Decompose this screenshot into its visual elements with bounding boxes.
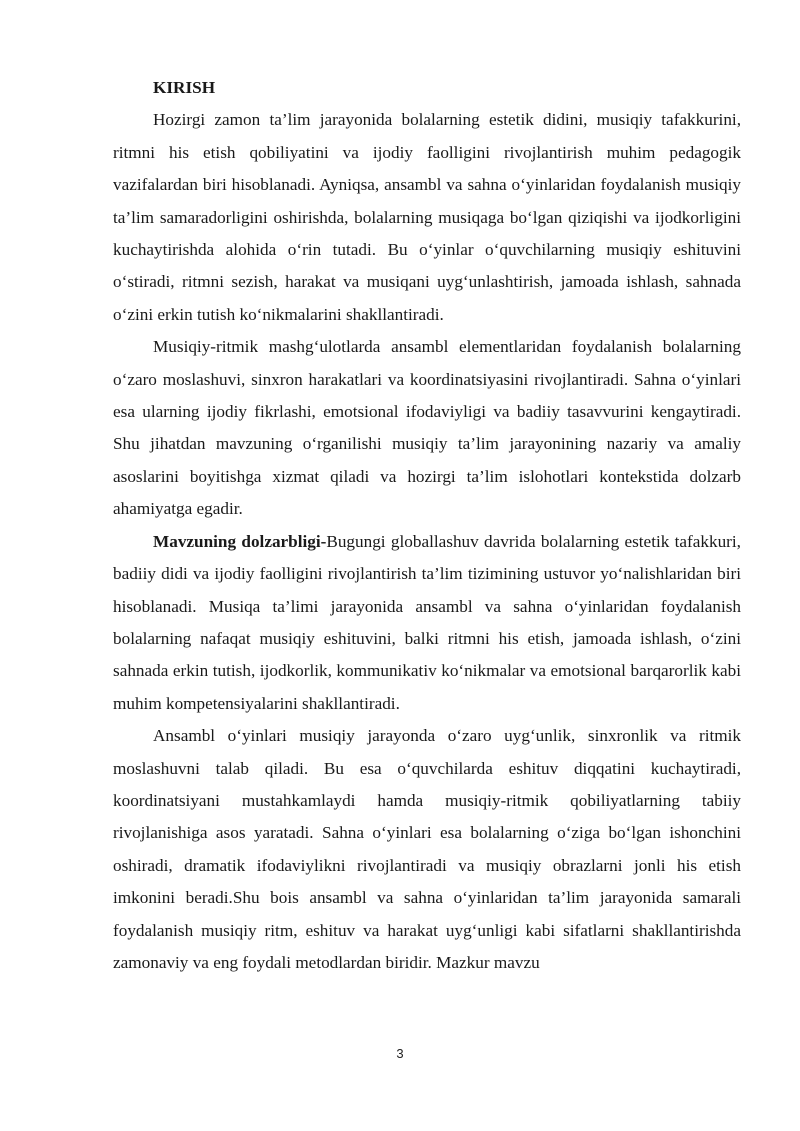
paragraph-lead: Mavzuning dolzarbligi-	[153, 531, 327, 551]
paragraph-text: Ansambl o‘yinlari musiqiy jarayonda o‘zaro uyg‘unlik, sinxronlik va ritmik moslashuvni talab qiladi. Bu esa o‘quvchilarda eshituv diqqatini kuchaytiradi, koordinatsiyani mustahkamlaydi hamda musiqiy-ritmik qobiliyatlarning tabiiy rivojlanishiga asos yaratadi. Sahna o‘yinlari esa bolalarning o‘ziga bo‘lgan ishonchini oshiradi, dramatik ifodaviylikni rivojlantiradi va musiqiy obrazlarni jonli his etish imkonini beradi.Shu bois ansambl va sahna o‘yinlaridan ta’lim jarayonida samarali foydalanish musiqiy ritm, eshituv va harakat uyg‘unligi kabi sifatlarni shakllantirishda zamonaviy va eng foydali metodlardan biridir. Mazkur mavzu	[113, 726, 741, 972]
section-heading: KIRISH	[153, 78, 216, 97]
paragraph-text: Musiqiy-ritmik mashg‘ulotlarda ansambl elementlaridan foydalanish bolalarning o‘zaro moslashuvi, sinxron harakatlari va koordinatsiyasini rivojlantiradi. Sahna o‘yinlari esa ularning ijodiy fikrlashi, emotsional ifodaviyligi va badiiy tasavvurini kengaytiradi. Shu jihatdan mavzuning o‘rganilishi musiqiy ta’lim jarayonining nazariy va amaliy asoslarini boyitishga xizmat qiladi va hozirgi ta’lim islohotlari kontekstida dolzarb ahamiyatga egadir.	[113, 337, 741, 519]
paragraph-text: Hozirgi zamon ta’lim jarayonida bolalarning estetik didini, musiqiy tafakkurini, ritmni his etish qobiliyatini va ijodiy faolligini rivojlantirish muhim pedagogik vazifalardan biri hisoblanadi. Ayniqsa, ansambl va sahna o‘yinlaridan foydalanish musiqiy ta’lim samaradorligini oshirishda, bolalarning musiqaga bo‘lgan qiziqishi va ijodkorligini kuchaytirishda alohida o‘rin tutadi. Bu o‘yinlar o‘quvchilarning musiqiy eshituvini o‘stiradi, ritmni sezish, harakat va musiqani uyg‘unlashtirish, jamoada ishlash, sahnada o‘zini erkin tutish ko‘nikmalarini shakllantiradi.	[113, 110, 741, 324]
paragraph-text: Bugungi globallashuv davrida bolalarning estetik tafakkuri, badiiy didi va ijodiy faolligini rivojlantirish ta’lim tizimining ustuvor yo‘nalishlaridan biri hisoblanadi. Musiqa ta’limi jarayonida ansambl va sahna o‘yinlaridan foydalanish bolalarning nafaqat musiqiy eshituvini, balki ritmni his etish, jamoada ishlash, o‘zini sahnada erkin tutish, ijodkorlik, kommunikativ ko‘nikmalar va emotsional barqarorlik kabi muhim kompetensiyalarini shakllantiradi.	[113, 531, 741, 713]
document-page	[113, 72, 741, 979]
paragraph-relevance	[113, 526, 741, 720]
page-number: 3	[396, 1046, 404, 1061]
paragraph-ensemble-games	[113, 720, 741, 979]
paragraph-rhythmic-exercises	[113, 331, 741, 525]
paragraph-intro	[113, 104, 741, 331]
